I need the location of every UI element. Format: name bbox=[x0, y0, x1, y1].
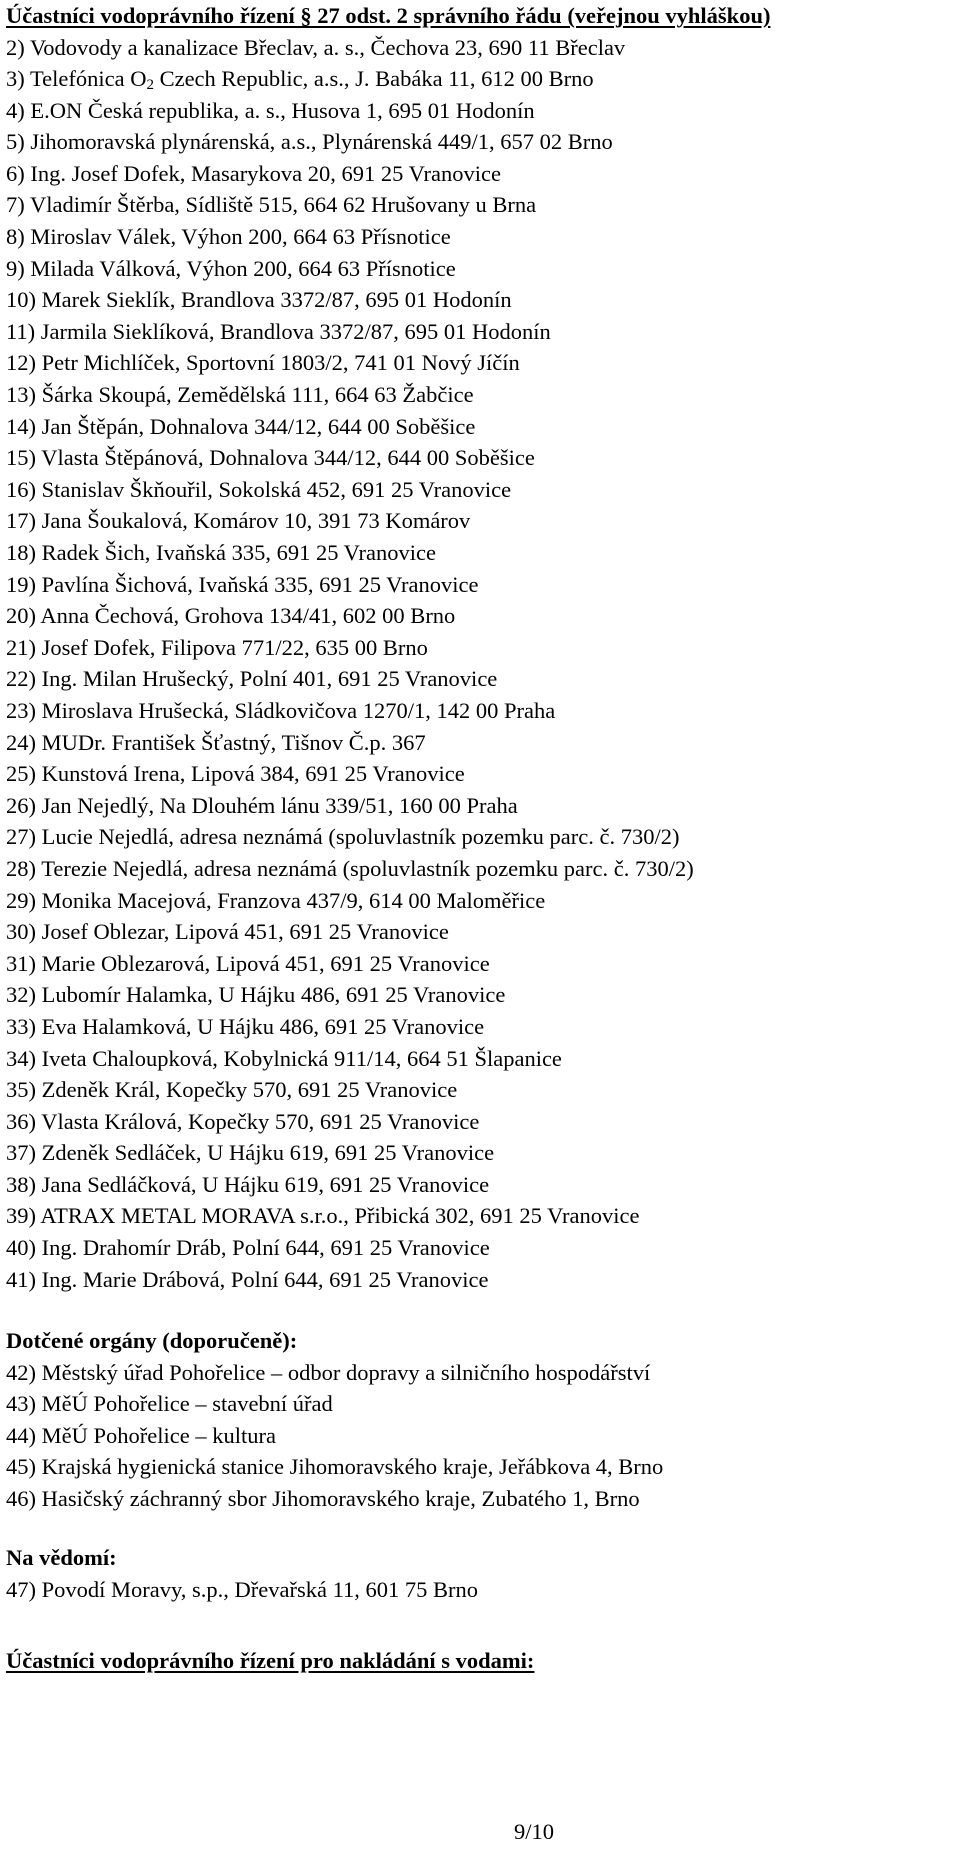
list-item: 23) Miroslava Hrušecká, Sládkovičova 1270/1, 142 00 Praha bbox=[6, 697, 556, 723]
list-item: 5) Jihomoravská plynárenská, a.s., Plynárenská 449/1, 657 02 Brno bbox=[6, 129, 613, 155]
list-item: 30) Josef Oblezar, Lipová 451, 691 25 Vranovice bbox=[6, 919, 449, 945]
list-item-telefonica bbox=[6, 63, 951, 95]
list-item: 4) E.ON Česká republika, a. s., Husova 1, 695 01 Hodonín bbox=[6, 97, 535, 123]
document-page bbox=[6, 0, 951, 1677]
list-item: 13) Šárka Skoupá, Zemědělská 111, 664 63 Žabčice bbox=[6, 382, 474, 408]
list-item: 46) Hasičský záchranný sbor Jihomoravského kraje, Zubatého 1, Brno bbox=[6, 1485, 640, 1511]
spacer bbox=[6, 1514, 951, 1542]
list-item: 43) MěÚ Pohořelice – stavební úřad bbox=[6, 1391, 333, 1417]
list-item: 11) Jarmila Sieklíková, Brandlova 3372/87, 695 01 Hodonín bbox=[6, 318, 551, 344]
list-item: 39) ATRAX METAL MORAVA s.r.o., Přibická 302, 691 25 Vranovice bbox=[6, 1203, 640, 1229]
heading-organs: Dotčené orgány (doporučeně): bbox=[6, 1328, 298, 1354]
telefonica-subscript: 2 bbox=[146, 77, 154, 94]
heading-water-participants: Účastníci vodoprávního řízení pro nakládání s vodami: bbox=[6, 1648, 535, 1674]
list-item: 26) Jan Nejedlý, Na Dlouhém lánu 339/51, 160 00 Praha bbox=[6, 792, 518, 818]
spacer bbox=[6, 1295, 951, 1325]
participants-list bbox=[6, 32, 951, 1296]
list-item: 41) Ing. Marie Drábová, Polní 644, 691 25 Vranovice bbox=[6, 1266, 489, 1292]
list-item: 37) Zdeněk Sedláček, U Hájku 619, 691 25 Vranovice bbox=[6, 1140, 495, 1166]
list-item: 24) MUDr. František Šťastný, Tišnov Č.p. 367 bbox=[6, 729, 426, 755]
list-item: 9) Milada Válková, Výhon 200, 664 63 Přísnotice bbox=[6, 255, 456, 281]
heading-notice: Na vědomí: bbox=[6, 1545, 117, 1571]
page-number: 9/10 bbox=[513, 1819, 554, 1844]
telefonica-name: 3) Telefónica O bbox=[6, 66, 147, 92]
list-item: 7) Vladimír Štěrba, Sídliště 515, 664 62 Hrušovany u Brna bbox=[6, 192, 537, 218]
list-item: 32) Lubomír Halamka, U Hájku 486, 691 25 Vranovice bbox=[6, 982, 506, 1008]
list-item: 34) Iveta Chaloupková, Kobylnická 911/14, 664 51 Šlapanice bbox=[6, 1045, 562, 1071]
list-item: 33) Eva Halamková, U Hájku 486, 691 25 Vranovice bbox=[6, 1013, 485, 1039]
list-item: 29) Monika Macejová, Franzova 437/9, 614 00 Maloměřice bbox=[6, 887, 546, 913]
heading-participants: Účastníci vodoprávního řízení § 27 odst. 2 správního řádu (veřejnou vyhláškou) bbox=[6, 3, 771, 28]
list-item: 2) Vodovody a kanalizace Břeclav, a. s., Čechova 23, 690 11 Břeclav bbox=[6, 34, 626, 60]
list-item: 8) Miroslav Válek, Výhon 200, 664 63 Přísnotice bbox=[6, 224, 451, 250]
spacer bbox=[6, 1605, 951, 1645]
list-item: 6) Ing. Josef Dofek, Masarykova 20, 691 25 Vranovice bbox=[6, 160, 501, 186]
list-item: 14) Jan Štěpán, Dohnalova 344/12, 644 00 Soběšice bbox=[6, 413, 476, 439]
list-item: 31) Marie Oblezarová, Lipová 451, 691 25 Vranovice bbox=[6, 950, 490, 976]
list-item: 16) Stanislav Škňouřil, Sokolská 452, 691 25 Vranovice bbox=[6, 476, 512, 502]
list-item: 27) Lucie Nejedlá, adresa neznámá (spoluvlastník pozemku parc. č. 730/2) bbox=[6, 824, 680, 850]
list-item: 12) Petr Michlíček, Sportovní 1803/2, 741 01 Nový Jíčín bbox=[6, 350, 520, 376]
list-item: 35) Zdeněk Král, Kopečky 570, 691 25 Vranovice bbox=[6, 1077, 458, 1103]
list-item: 18) Radek Šich, Ivaňská 335, 691 25 Vranovice bbox=[6, 540, 437, 565]
list-item: 22) Ing. Milan Hrušecký, Polní 401, 691 25 Vranovice bbox=[6, 666, 498, 692]
list-item: 47) Povodí Moravy, s.p., Dřevařská 11, 601 75 Brno bbox=[6, 1576, 479, 1602]
list-item: 42) Městský úřad Pohořelice – odbor dopravy a silničního hospodářství bbox=[6, 1359, 651, 1385]
list-item: 36) Vlasta Králová, Kopečky 570, 691 25 Vranovice bbox=[6, 1108, 480, 1134]
list-item: 21) Josef Dofek, Filipova 771/22, 635 00 Brno bbox=[6, 634, 428, 660]
list-item: 45) Krajská hygienická stanice Jihomoravského kraje, Jeřábkova 4, Brno bbox=[6, 1454, 664, 1480]
list-item: 15) Vlasta Štěpánová, Dohnalova 344/12, 644 00 Soběšice bbox=[6, 445, 535, 471]
notice-list bbox=[6, 1574, 951, 1606]
list-item: 20) Anna Čechová, Grohova 134/41, 602 00 Brno bbox=[6, 603, 456, 629]
list-item: 25) Kunstová Irena, Lipová 384, 691 25 Vranovice bbox=[6, 761, 465, 787]
telefonica-address: Czech Republic, a.s., J. Babáka 11, 612 00 Brno bbox=[153, 66, 594, 92]
list-item: 38) Jana Sedláčková, U Hájku 619, 691 25 Vranovice bbox=[6, 1171, 490, 1197]
organs-list bbox=[6, 1357, 951, 1515]
list-item: 17) Jana Šoukalová, Komárov 10, 391 73 Komárov bbox=[6, 508, 471, 534]
list-item: 28) Terezie Nejedlá, adresa neznámá (spoluvlastník pozemku parc. č. 730/2) bbox=[6, 855, 694, 881]
list-item: 19) Pavlína Šichová, Ivaňská 335, 691 25 Vranovice bbox=[6, 571, 479, 597]
list-item: 40) Ing. Drahomír Dráb, Polní 644, 691 25 Vranovice bbox=[6, 1235, 490, 1261]
list-item: 44) MěÚ Pohořelice – kultura bbox=[6, 1422, 276, 1448]
list-item: 10) Marek Sieklík, Brandlova 3372/87, 695 01 Hodonín bbox=[6, 287, 512, 313]
